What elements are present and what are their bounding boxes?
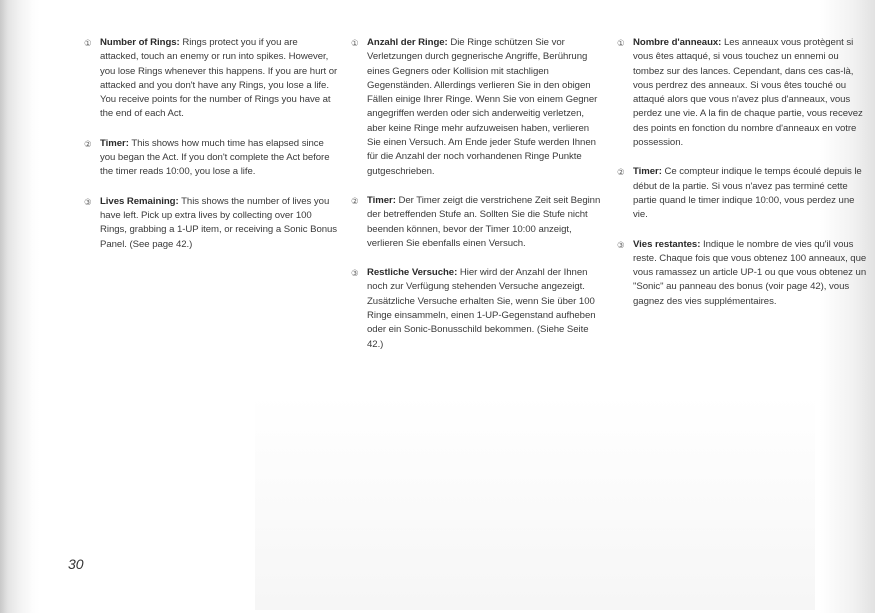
- item-text: Ce compteur indique le temps écoulé depuis le début de la partie. Si vous n'avez pas terminé cette partie quand le timer indique 10:00, vous perdez une vie.: [633, 166, 862, 221]
- entry-timer: [84, 137, 338, 180]
- page-number: 30: [68, 556, 84, 572]
- item-number: ③: [617, 239, 625, 250]
- english-column: [84, 36, 338, 267]
- item-number: ③: [84, 196, 92, 207]
- entry-nombre-d-anneaux: [617, 36, 867, 150]
- item-number: ②: [351, 195, 359, 206]
- item-number: ①: [84, 38, 92, 48]
- item-label: Number of Rings:: [100, 37, 180, 48]
- entry-vies-restantes: [617, 238, 867, 309]
- item-number: ①: [351, 38, 359, 48]
- book-spine-shadow: [0, 0, 32, 613]
- item-number: ②: [617, 167, 625, 178]
- item-label: Timer:: [367, 194, 396, 206]
- item-label: Restliche Versuche:: [367, 267, 458, 279]
- item-label: Timer:: [633, 166, 662, 178]
- item-number: ①: [617, 38, 625, 48]
- item-text: Hier wird der Anzahl der Ihnen noch zur Verfügung stehenden Versuche angezeigt. Zusätzliche Versuche erhalten Sie, wenn Sie über 100 Ringe einsammeln, einen 1-UP-Gegenstand aufheben oder ein Sonic-Bonusschild bekommen. (Siehe Seite 42.): [367, 267, 596, 350]
- item-label: Lives Remaining:: [100, 195, 179, 207]
- item-label: Nombre d'anneaux:: [633, 37, 722, 48]
- item-text: Der Timer zeigt die verstrichene Zeit seit Beginn der betreffenden Stufe an. Sollten Sie die Stufe nicht beenden können, bevor der Timer 10:00 anzeigt, verlieren Sie ebenfalls einen Versuch.: [367, 194, 601, 249]
- item-number: ③: [351, 268, 359, 279]
- item-text: Les anneaux vous protègent si vous êtes attaqué, si vous touchez un ennemi ou tombez sur des lances. Cependant, dans ces cas-là, vous perdrez des anneaux. Si vous êtes touché ou attaqué alors que vous n'avez plus d'anneaux, vous perdez une vie. A la fin de chaque partie, vous recevez des points en fonction du nombre d'anneaux en votre possession.: [633, 37, 863, 149]
- entry-timer: [351, 194, 601, 251]
- item-label: Anzahl der Ringe:: [367, 37, 448, 48]
- entry-anzahl-der-ringe: [351, 36, 601, 179]
- entry-number-of-rings: [84, 36, 338, 122]
- french-column: [617, 36, 867, 324]
- item-text: This shows how much time has elapsed since you began the Act. If you don't complete the Act before the timer reads 10:00, you lose a life.: [100, 137, 330, 178]
- item-text: Die Ringe schützen Sie vor Verletzungen durch gegnerische Angriffe, Berührung eines Gegners oder Kollision mit stachligen Gegenständen. Allerdings verlieren Sie in den obigen Fällen einige Ihrer Ringe. Wenn Sie von einem Gegner angegriffen werden oder sich anderweitig verletzen, aber keine Ringe mehr aufzuweisen haben, verlieren Sie einen Versuch. Am Ende jeder Stufe werden Ihnen für die Anzahl der noch vorhandenen Ringe Punkte gutgeschrieben.: [367, 37, 598, 177]
- item-text: This shows the number of lives you have left. Pick up extra lives by collecting over 100 Rings, grabbing a 1-UP item, or receiving a Sonic Bonus Panel. (See page 42.): [100, 195, 338, 250]
- entry-restliche-versuche: [351, 266, 601, 352]
- item-text: Indique le nombre de vies qu'il vous reste. Chaque fois que vous obtenez 100 anneaux, que vous ramassez un article UP-1 ou que vous obtenez un "Sonic" au panneau des bonus (voir page 42), vous gagnez des vies supplémentaires.: [633, 238, 867, 307]
- item-text: Rings protect you if you are attacked, touch an enemy or run into spikes. However, you lose Rings whenever this happens. If you are hurt or attacked and you don't have any Rings, you lose a life. You receive points for the number of Rings you have at the end of each Act.: [100, 37, 338, 120]
- entry-lives-remaining: [84, 195, 338, 252]
- item-label: Timer:: [100, 137, 129, 149]
- item-number: ②: [84, 138, 92, 149]
- entry-timer: [617, 165, 867, 222]
- item-label: Vies restantes:: [633, 238, 701, 250]
- bleed-through-shading: [255, 395, 815, 610]
- german-column: [351, 36, 601, 367]
